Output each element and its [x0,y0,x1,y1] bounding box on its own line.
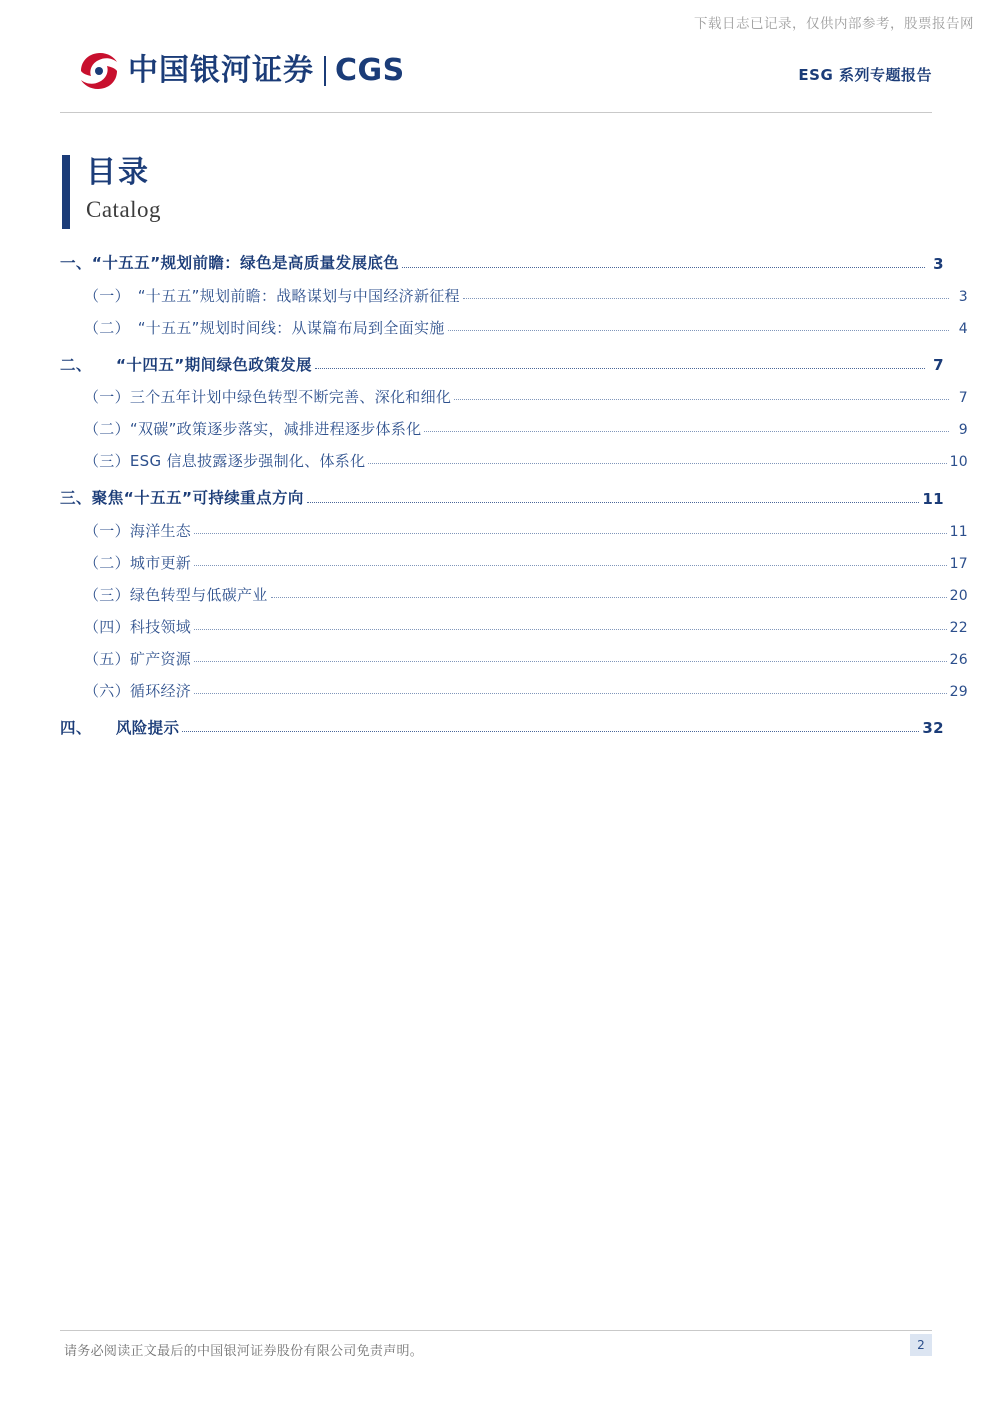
toc-entry-page: 10 [949,454,968,470]
toc-entry-page: 7 [958,390,968,406]
footer-divider [60,1330,932,1331]
toc-entry-level2[interactable] [60,649,968,668]
toc-entry-level1[interactable] [60,355,944,374]
toc-entry-level2[interactable] [60,681,968,700]
page-number-badge: 2 [910,1334,932,1356]
toc-entry-title: （六）循环经济 [84,681,192,700]
report-series-label: ESG 系列专题报告 [798,66,932,84]
toc-leader-dots [194,629,946,630]
toc-entry-title: （二）“双碳”政策逐步落实，减排进程逐步体系化 [84,420,422,438]
toc-entry-title: （一）三个五年计划中绿色转型不断完善、深化和细化 [84,388,452,406]
logo-company-name-en: CGS [335,53,405,88]
toc-entry-page: 4 [958,320,968,337]
toc-leader-dots [194,661,946,662]
toc-entry-page: 26 [949,651,968,668]
toc-entry-title: （一）海洋生态 [84,521,192,540]
toc-leader-dots [194,565,946,566]
toc-entry-level2[interactable] [60,286,968,305]
toc-entry-title: 四、 风险提示 [60,718,180,737]
toc-leader-dots [454,399,949,400]
toc-entry-page: 9 [958,422,968,438]
watermark-text: 下载日志已记录，仅供内部参考，股票报告网 [694,16,974,32]
table-of-contents [60,254,968,738]
toc-entry-title: 三、聚焦“十五五”可持续重点方向 [60,489,304,507]
toc-leader-dots [194,533,946,534]
toc-entry-level2[interactable] [60,454,968,469]
toc-entry-level2[interactable] [60,585,968,604]
toc-entry-page: 7 [933,356,944,374]
company-logo [78,42,405,100]
toc-leader-dots [463,298,949,299]
toc-entry-title: （四）科技领域 [84,617,192,636]
catalog-accent-bar [62,155,70,229]
toc-entry-page: 17 [949,555,968,572]
toc-entry-page: 29 [949,683,968,700]
toc-leader-dots [402,267,925,268]
toc-entry-level2[interactable] [60,390,968,405]
toc-entry-page: 3 [958,288,968,305]
toc-entry-level1[interactable] [60,256,944,272]
toc-entry-title: （一） “十五五”规划前瞻：战略谋划与中国经济新征程 [84,286,460,305]
toc-entry-page: 22 [949,619,968,636]
page-header [60,42,932,104]
toc-entry-level1[interactable] [60,491,944,507]
header-divider [60,112,932,113]
toc-entry-page: 11 [949,523,968,540]
toc-entry-page: 32 [922,719,944,737]
toc-entry-title: 二、 “十四五”期间绿色政策发展 [60,355,312,374]
toc-entry-page: 11 [922,489,944,508]
catalog-heading [62,155,161,229]
toc-entry-level2[interactable] [60,318,968,337]
toc-leader-dots [182,731,919,732]
footer-disclaimer: 请务必阅读正文最后的中国银河证券股份有限公司免责声明。 [64,1344,424,1359]
toc-entry-title: （二）城市更新 [84,553,192,572]
logo-divider [324,56,326,86]
toc-entry-title: （三）ESG 信息披露逐步强制化、体系化 [84,452,366,470]
toc-entry-page: 3 [933,254,944,273]
toc-entry-level2[interactable] [60,521,968,540]
toc-entry-title: （二） “十五五”规划时间线：从谋篇布局到全面实施 [84,318,445,337]
toc-leader-dots [307,502,920,503]
toc-entry-title: 一、“十五五”规划前瞻：绿色是高质量发展底色 [60,254,400,272]
catalog-title-en: Catalog [86,197,162,222]
toc-leader-dots [368,463,946,464]
logo-company-name-cn: 中国银河证券 [128,53,314,88]
toc-leader-dots [315,368,925,369]
toc-entry-title: （五）矿产资源 [84,649,192,668]
galaxy-logo-icon [78,50,120,92]
toc-entry-title: （三）绿色转型与低碳产业 [84,585,268,604]
toc-entry-level2[interactable] [60,553,968,572]
toc-leader-dots [271,597,947,598]
catalog-title-cn: 目录 [86,155,150,190]
toc-entry-page: 20 [949,587,968,604]
toc-leader-dots [424,431,949,432]
toc-entry-level2[interactable] [60,422,968,437]
toc-leader-dots [448,330,949,331]
toc-entry-level2[interactable] [60,617,968,636]
toc-leader-dots [194,693,946,694]
toc-entry-level1[interactable] [60,718,944,737]
